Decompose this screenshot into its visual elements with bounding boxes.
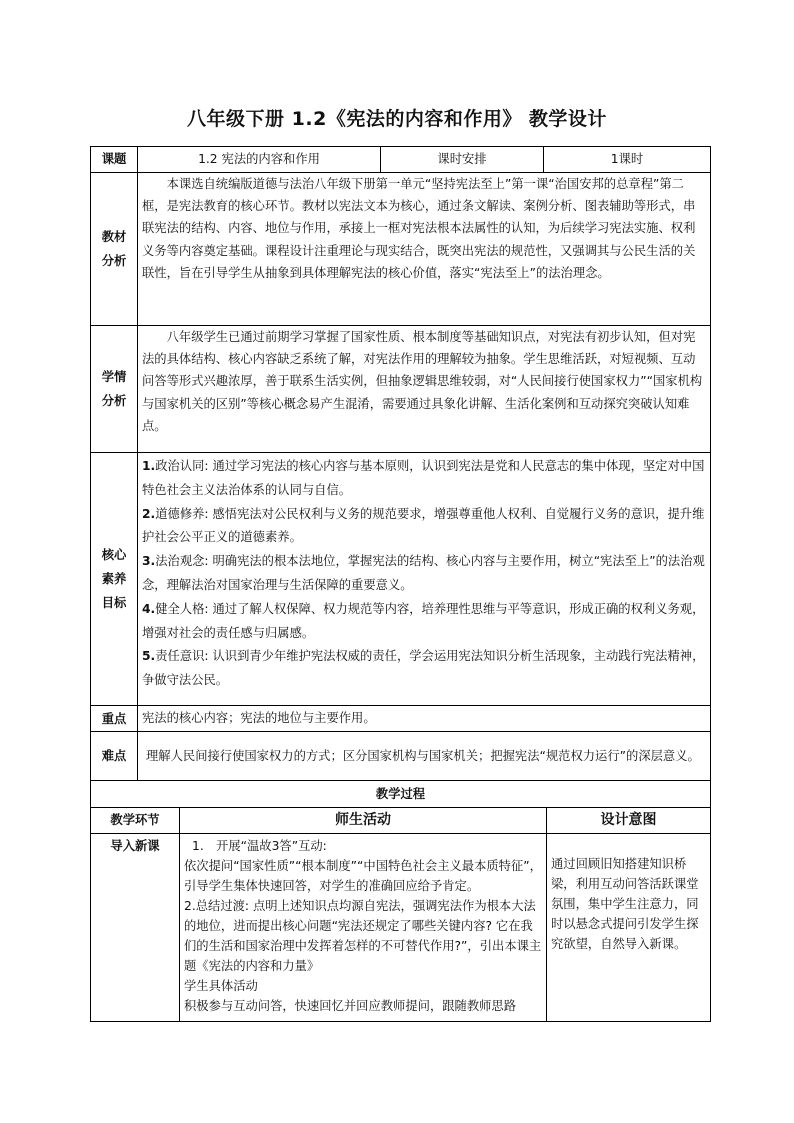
process-title: 教学过程	[91, 781, 711, 808]
literacy-item: 3.法治观念: 明确宪法的根本法地位，掌握宪法的结构、核心内容与主要作用，树立“宪法至上”的法治观念，理解法治对国家治理与生活保障的重要意义。	[142, 554, 705, 592]
intro-row	[91, 834, 711, 1022]
topic-label: 课题	[91, 147, 138, 173]
topic-row	[91, 147, 711, 173]
intro-line: 1. 开展“温故3答”互动:	[192, 839, 327, 853]
students-row	[91, 326, 711, 453]
key-point-row	[91, 706, 711, 732]
document-title: 八年级下册 1.2《宪法的内容和作用》 教学设计	[187, 108, 607, 130]
intent-header: 设计意图	[547, 808, 711, 834]
literacy-label: 核心 素养 目标	[91, 453, 138, 706]
hours-label: 课时安排	[381, 147, 544, 173]
textbook-row	[91, 173, 711, 326]
difficulty-row	[91, 732, 711, 781]
literacy-row	[91, 453, 711, 706]
literacy-item: 2.道德修养: 感悟宪法对公民权利与义务的规范要求，增强尊重他人权利、自觉履行义务的意识，提升维护社会公平正义的道德素养。	[142, 506, 705, 545]
hours-value: 1课时	[544, 147, 711, 173]
lesson-plan-table	[90, 146, 711, 1022]
key-point-text: 宪法的核心内容；宪法的地位与主要作用。	[138, 706, 711, 732]
students-text: 八年级学生已通过前期学习掌握了国家性质、根本制度等基础知识点，对宪法有初步认知，但对宪法的具体结构、核心内容缺乏系统了解，对宪法作用的理解较为抽象。学生思维活跃，对短视频、互动问答等形式兴趣浓厚，善于联系生活实例，但抽象逻辑思维较弱，对“人民间接行使国家权力”“国家机构与国家机关的区别”等核心概念易产生混淆，需要通过具象化讲解、生活化案例和互动探究突破认知难点。	[138, 326, 711, 453]
process-title-row	[91, 781, 711, 808]
intro-activity	[180, 834, 547, 1022]
literacy-item: 5.责任意识: 认识到青少年维护宪法权威的责任，学会运用宪法知识分析生活现象，主动践行宪法精神，争做守法公民。	[142, 649, 705, 688]
stage-header: 教学环节	[91, 808, 180, 834]
intro-line: 积极参与互动问答，快速回忆并回应教师提问，跟随教师思路	[184, 999, 517, 1013]
intro-line: 依次提问“国家性质”“根本制度”“中国特色社会主义最本质特征”，引导学生集体快速回答，对学生的准确回应给予肯定。	[184, 859, 542, 893]
process-header-row	[91, 808, 711, 834]
textbook-label: 教材 分析	[91, 173, 138, 326]
intro-line: 2.总结过渡: 点明上述知识点均源自宪法，强调宪法作为根本大法的地位，进而提出核心问题“宪法还规定了哪些关键内容? 它在我们的生活和国家治理中发挥着怎样的不可替代作用?”，引出本课主题《宪法的内容和力量》	[184, 899, 542, 973]
key-point-label: 重点	[91, 706, 138, 732]
intro-stage: 导入新课	[91, 834, 180, 1022]
intro-intent: 通过回顾旧知搭建知识桥梁，利用互动问答活跃课堂氛围，集中学生注意力，同时以悬念式提问引发学生探究欲望，自然导入新课。	[547, 834, 711, 1022]
intro-line: 学生具体活动	[184, 979, 258, 993]
difficulty-label: 难点	[91, 732, 138, 781]
difficulty-text: 理解人民间接行使国家权力的方式；区分国家机构与国家机关；把握宪法“规范权力运行”的深层意义。	[138, 732, 711, 781]
literacy-goals	[138, 453, 711, 706]
textbook-text: 本课选自统编版道德与法治八年级下册第一单元“坚持宪法至上”第一课“治国安邦的总章程”第二框，是宪法教育的核心环节。教材以宪法文本为核心，通过条文解读、案例分析、图表辅助等形式，串联宪法的结构、内容、地位与作用，承接上一框对宪法根本法属性的认知，为后续学习宪法实施、权利义务等内容奠定基础。课程设计注重理论与现实结合，既突出宪法的规范性，又强调其与公民生活的关联性，旨在引导学生从抽象到具体理解宪法的核心价值，落实“宪法至上”的法治理念。	[138, 173, 711, 326]
students-label: 学情 分析	[91, 326, 138, 453]
literacy-item: 4.健全人格: 通过了解人权保障、权力规范等内容，培养理性思维与平等意识，形成正确的权利义务观，增强对社会的责任感与归属感。	[142, 601, 705, 640]
literacy-item: 1.政治认同: 通过学习宪法的核心内容与基本原则，认识到宪法是党和人民意志的集中体现，坚定对中国特色社会主义法治体系的认同与自信。	[142, 459, 705, 497]
activity-header: 师生活动	[180, 808, 547, 834]
topic-value: 1.2 宪法的内容和作用	[138, 147, 381, 173]
